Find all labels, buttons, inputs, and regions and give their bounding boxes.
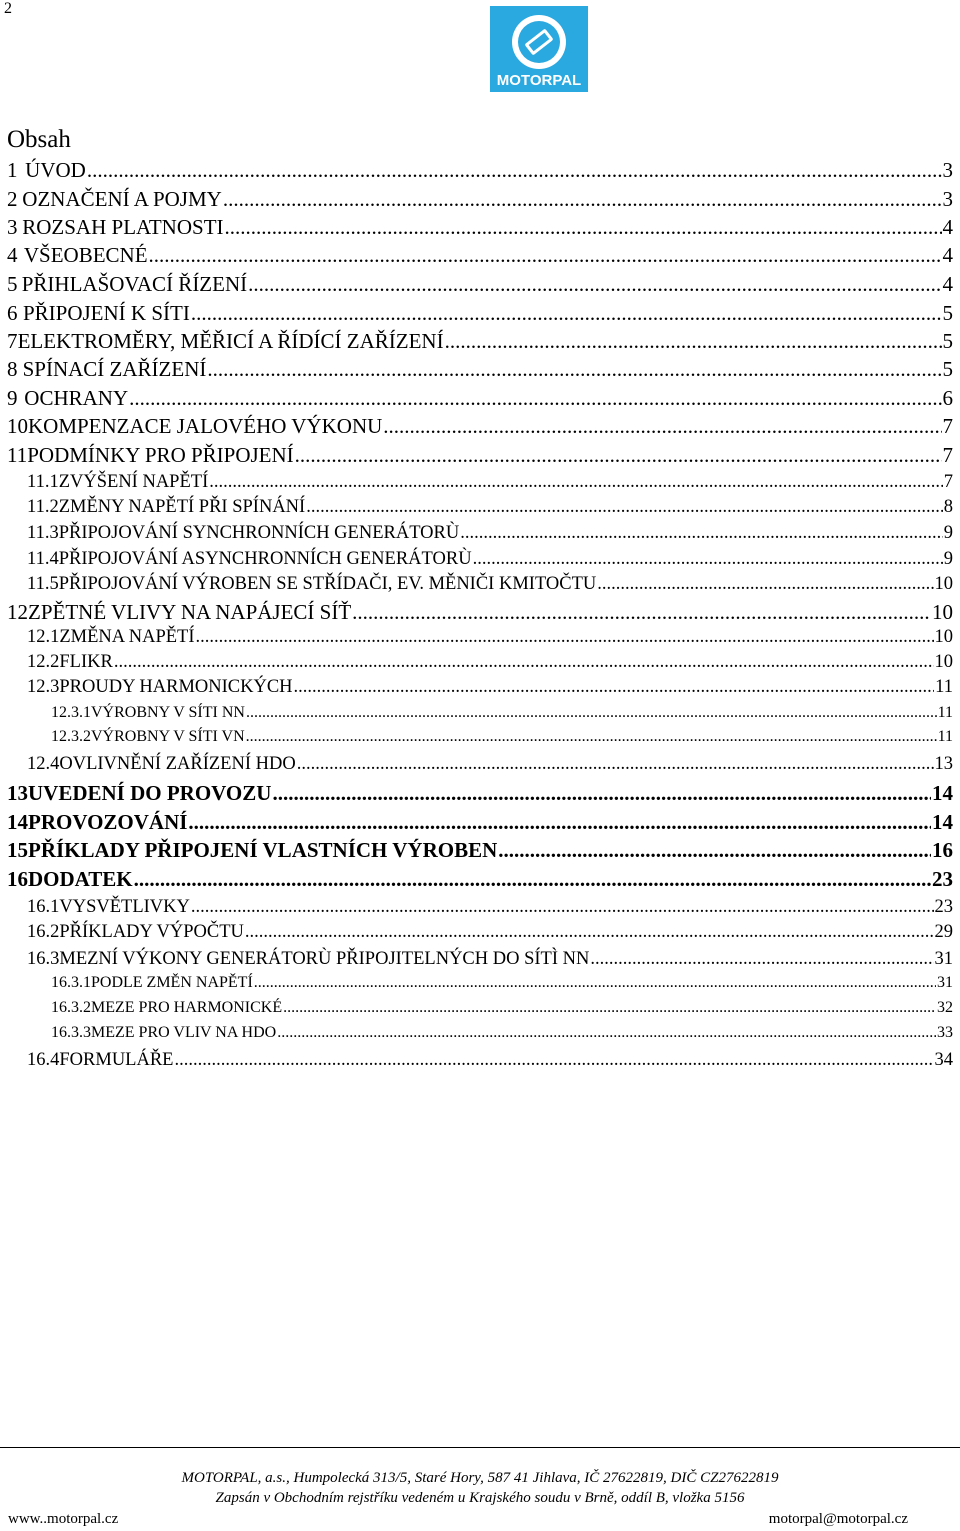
toc-dot-leader [129,386,941,411]
toc-entry-number: 3 [7,215,18,239]
toc-entry-number: 11.1 [27,472,59,492]
toc-entry-title: PROVOZOVÁNÍ [28,810,188,834]
toc-entry-page: 5 [942,329,953,353]
toc-entry-number: 14 [7,810,28,834]
toc-entry-page: 31 [937,974,953,991]
toc-entry[interactable] [7,215,953,240]
toc-dot-leader [134,867,931,892]
toc-entry[interactable] [7,187,953,212]
footer-email: motorpal@motorpal.cz [768,1511,908,1527]
toc-entry[interactable] [7,949,953,970]
toc-entry-title: PŘÍKLADY PŘIPOJENÍ VLASTNÍCH VÝROBEN [28,838,498,862]
toc-dot-leader [473,549,943,570]
toc-dot-leader [352,600,931,625]
toc-dot-leader [246,728,937,746]
toc-entry-title: OZNAČENÍ A POJMY [22,187,222,211]
toc-dot-leader [149,243,942,268]
toc-entry-page: 11 [937,728,953,745]
toc-entry[interactable] [7,1024,953,1042]
toc-entry[interactable] [7,523,953,544]
toc-entry-page: 11 [937,704,953,721]
toc-entry[interactable] [7,897,953,918]
toc-entry-page: 5 [942,301,953,325]
toc-dot-leader [283,999,936,1017]
toc-dot-leader [277,1024,936,1042]
toc-dot-leader [245,922,934,943]
toc-entry-number: 7 [7,329,18,353]
toc-entry[interactable] [7,922,953,943]
toc-entry[interactable] [7,414,953,439]
toc-entry-title: ROZSAH PLATNOSTI [22,215,224,239]
toc-entry[interactable] [7,677,953,698]
toc-entry-number: 10 [7,414,28,438]
toc-entry[interactable] [7,999,953,1017]
toc-entry-title: FORMULÁŘE [59,1050,174,1070]
toc-entry[interactable] [7,974,953,992]
toc-entry-number: 8 [7,357,18,381]
toc-dot-leader [188,810,931,835]
toc-dot-leader [223,187,942,212]
toc-entry[interactable] [7,272,953,297]
toc-entry-title: MEZNÍ VÝKONY GENERÁTORÙ PŘIPOJITELNÝCH DO SÍTÌ NN [59,949,590,969]
toc-entry-title: ZPĚTNÉ VLIVY NA NAPÁJECÍ SÍŤ [28,600,352,624]
toc-dot-leader [597,574,933,595]
toc-entry-number: 11.2 [27,497,59,517]
toc-entry-number: 11.5 [27,574,59,594]
toc-dot-leader [297,754,934,775]
toc-entry-title: UVEDENÍ DO PROVOZU [28,781,272,805]
toc-entry-page: 14 [932,810,953,834]
toc-entry[interactable] [7,497,953,518]
toc-entry[interactable] [7,357,953,382]
toc-dot-leader [460,523,943,544]
toc-dot-leader [191,301,942,326]
toc-entry[interactable] [7,810,953,835]
toc-entry-page: 34 [934,1050,953,1070]
toc-entry-page: 7 [943,472,953,492]
toc-dot-leader [209,472,943,493]
toc-entry-title: MEZE PRO HARMONICKÉ [91,999,283,1016]
toc-entry-page: 14 [932,781,953,805]
toc-entry-page: 29 [934,922,953,942]
logo-text: MOTORPAL [496,72,582,89]
toc-dot-leader [445,329,942,354]
toc-entry-title: KOMPENZACE JALOVÉHO VÝKONU [28,414,383,438]
toc-entry-title: FLIKR [59,652,113,672]
toc-entry[interactable] [7,443,953,468]
toc-entry-number: 12.3.1 [51,704,91,721]
toc-entry[interactable] [7,781,953,806]
toc-entry-number: 16.3 [27,949,60,969]
toc-entry-page: 6 [942,386,953,410]
toc-entry[interactable] [7,600,953,625]
toc-entry-number: 11.4 [27,549,59,569]
toc-dot-leader [254,974,936,992]
toc-entry-title: SPÍNACÍ ZAŘÍZENÍ [22,357,207,381]
toc-entry[interactable] [7,472,953,493]
toc-entry-page: 13 [934,754,953,774]
toc-entry-number: 12.2 [27,652,60,672]
logo-icon [490,6,588,92]
toc-entry-title: PROUDY HARMONICKÝCH [59,677,293,697]
toc-dot-leader [174,1050,933,1071]
toc-entry-page: 5 [942,357,953,381]
toc-entry-number: 12.3 [27,677,60,697]
toc-entry-number: 12 [7,600,28,624]
toc-dot-leader [590,949,933,970]
toc-dot-leader [225,215,942,240]
toc-entry-title: VÝROBNY V SÍTI VN [91,728,245,745]
toc-entry-title: VYSVĚTLIVKY [59,897,190,917]
toc-entry-number: 16.4 [27,1050,60,1070]
toc-entry-number: 16.3.3 [51,1024,91,1041]
toc-dot-leader [114,652,934,673]
toc-entry-number: 11 [7,443,28,467]
toc-entry-title: PŘIHLAŠOVACÍ ŘÍZENÍ [21,272,248,296]
toc-entry-page: 33 [937,1024,953,1041]
toc-entry-title: ÚVOD [25,158,86,182]
toc-entry-title: PODMÍNKY PRO PŘIPOJENÍ [27,443,294,467]
footer-divider [0,1447,960,1448]
toc-entry[interactable] [7,704,953,722]
toc-entry-number: 11.3 [27,523,59,543]
toc-entry-title: MEZE PRO VLIV NA HDO [91,1024,277,1041]
toc-entry[interactable] [7,301,953,326]
toc-entry[interactable] [7,386,953,411]
toc-entry-title: PŘIPOJOVÁNÍ VÝROBEN SE STŘÍDAČI, EV. MĚNIČI KMITOČTU [58,574,597,594]
toc-entry[interactable] [7,867,953,892]
toc-entry-number: 16.2 [27,922,60,942]
page-number: 2 [4,0,12,17]
toc-entry-page: 4 [942,272,953,296]
toc-dot-leader [306,497,943,518]
toc-entry-number: 13 [7,781,28,805]
toc-entry-number: 16.3.1 [51,974,91,991]
toc-dot-leader [498,838,931,863]
toc-entry-page: 31 [934,949,953,969]
toc-entry-number: 2 [7,187,18,211]
toc-entry[interactable] [7,1050,953,1071]
toc-entry[interactable] [7,754,953,775]
toc-entry[interactable] [7,728,953,746]
toc-entry[interactable] [7,652,953,673]
toc-entry-title: PŘIPOJENÍ K SÍTI [22,301,190,325]
toc-entry-number: 12.4 [27,754,60,774]
toc-entry-title: PŘIPOJOVÁNÍ SYNCHRONNÍCH GENERÁTORÙ [58,523,460,543]
footer-company-address: MOTORPAL, a.s., Humpolecká 313/5, Staré Hory, 587 41 Jihlava, IČ 27622819, DIČ CZ27622819 [181,1470,779,1486]
toc-entry-title: DODATEK [28,867,133,891]
toc-entry-title: PODLE ZMĚN NAPĚTÍ [91,974,253,991]
toc-dot-leader [294,677,935,698]
toc-dot-leader [87,158,942,183]
toc-entry-title: OCHRANY [24,386,129,410]
toc-entry-number: 12.1 [27,627,60,647]
toc-entry-number: 12.3.2 [51,728,91,745]
toc-entry-page: 9 [943,549,953,569]
toc-entry-title: PŘÍKLADY VÝPOČTU [59,922,244,942]
toc-entry-number: 6 [7,301,18,325]
toc-entry-page: 10 [932,600,953,624]
toc-entry-title: ZVÝŠENÍ NAPĚTÍ [58,472,209,492]
toc-entry-title: VÝROBNY V SÍTI NN [91,704,245,721]
toc-entry-number: 5 [7,272,18,296]
footer-registration: Zapsán v Obchodním rejstříku vedeném u Krajského soudu v Brně, oddíl B, vložka 5156 [215,1490,745,1506]
motorpal-logo [490,6,588,92]
toc-entry-number: 16.3.2 [51,999,91,1016]
toc-entry-page: 7 [942,443,953,467]
toc-entry-number: 16 [7,867,28,891]
toc-entry-page: 10 [934,627,953,647]
footer-website: www..motorpal.cz [8,1511,119,1527]
toc-dot-leader [246,704,937,722]
toc-entry[interactable] [7,574,953,595]
toc-entry-number: 15 [7,838,28,862]
toc-entry-title: ZMĚNY NAPĚTÍ PŘI SPÍNÁNÍ [58,497,306,517]
toc-entry[interactable] [7,329,953,354]
toc-entry-page: 16 [932,838,953,862]
toc-entry-title: VŠEOBECNÉ [23,243,148,267]
toc-entry-number: 9 [7,386,18,410]
toc-dot-leader [272,781,931,806]
toc-dot-leader [207,357,941,382]
toc-entry-number: 4 [7,243,18,267]
toc-dot-leader [196,627,934,648]
toc-title: Obsah [7,126,71,153]
toc-entry[interactable] [7,838,953,863]
toc-entry-number: 16.1 [27,897,60,917]
toc-entry-page: 3 [942,158,953,182]
toc-entry[interactable] [7,627,953,648]
toc-entry[interactable] [7,549,953,570]
toc-entry-title: ZMĚNA NAPĚTÍ [59,627,195,647]
toc-entry-page: 4 [942,215,953,239]
toc-entry-page: 7 [942,414,953,438]
toc-dot-leader [383,414,941,439]
toc-entry-page: 10 [934,652,953,672]
toc-entry[interactable] [7,243,953,268]
toc-entry-page: 10 [934,574,953,594]
toc-entry-title: ELEKTROMĚRY, MĚŘICÍ A ŘÍDÍCÍ ZAŘÍZENÍ [17,329,444,353]
toc-entry-page: 11 [935,677,953,697]
toc-entry-page: 8 [943,497,953,517]
toc-entry-page: 23 [934,897,953,917]
toc-entry-page: 23 [932,867,953,891]
toc-entry-title: PŘIPOJOVÁNÍ ASYNCHRONNÍCH GENERÁTORÙ [58,549,472,569]
toc-dot-leader [191,897,934,918]
toc-entry-page: 4 [942,243,953,267]
toc-entry[interactable] [7,158,953,183]
toc-dot-leader [295,443,942,468]
toc-entry-number: 1 [7,158,18,182]
toc-entry-title: OVLIVNĚNÍ ZAŘÍZENÍ HDO [59,754,296,774]
toc-entry-page: 3 [942,187,953,211]
toc-dot-leader [248,272,941,297]
toc-entry-page: 9 [943,523,953,543]
toc-entry-page: 32 [937,999,953,1016]
